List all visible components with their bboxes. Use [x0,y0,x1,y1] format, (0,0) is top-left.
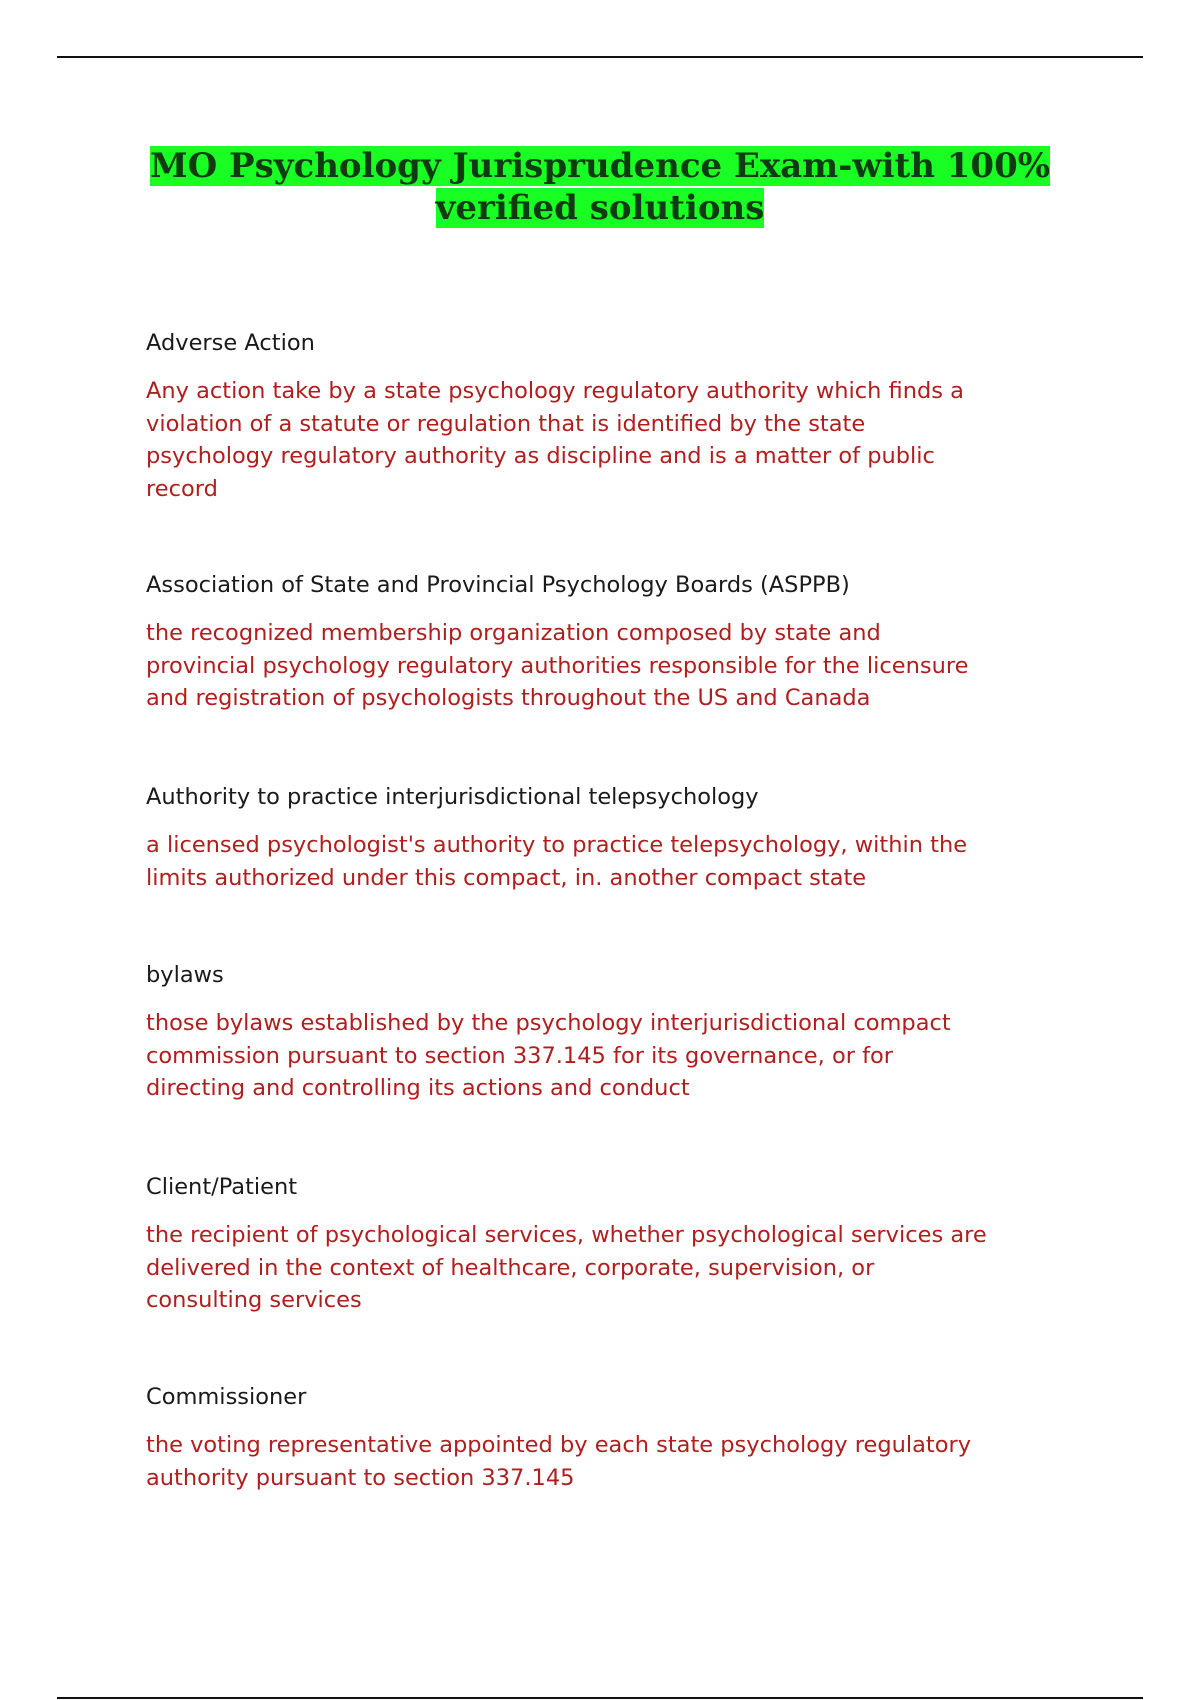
glossary-entry-adverse-action [146,327,1066,505]
definition-line: provincial psychology regulatory authorities responsible for the licensure [146,652,969,679]
entry-term: Commissioner [146,1384,307,1410]
entry-term: Association of State and Provincial Psychology Boards (ASPPB) [146,572,850,598]
definition-line: Any action take by a state psychology regulatory authority which finds a [146,378,964,404]
glossary-entry-authority-telepsychology [146,781,1066,894]
definition-line: commission pursuant to section 337.145 for its governance, or for [146,1042,894,1069]
entry-definition [146,375,1066,505]
definition-line: the voting representative appointed by each state psychology regulatory [146,1432,972,1458]
definition-line: record [146,475,218,502]
entry-term: Client/Patient [146,1174,298,1200]
entry-definition [146,829,1066,894]
title-line-1: MO Psychology Jurisprudence Exam-with 100% [149,146,1051,186]
definition-line: those bylaws established by the psychology interjurisdictional compact [146,1010,951,1036]
document-title [0,145,1200,229]
definition-line: directing and controlling its actions and conduct [146,1075,690,1101]
glossary-entry-bylaws [146,959,1066,1105]
entry-definition [146,617,1066,715]
definition-line: the recipient of psychological services, whether psychological services are [146,1222,987,1248]
entry-term: Authority to practice interjurisdictional telepsychology [146,784,759,810]
entry-definition [146,1429,1066,1494]
entry-definition [146,1007,1066,1105]
glossary-entry-asppb [146,569,1066,715]
top-rule [57,56,1143,58]
definition-line: the recognized membership organization composed by state and [146,620,881,646]
definition-line: authority pursuant to section 337.145 [146,1464,575,1491]
bottom-rule [57,1697,1143,1699]
definition-line: consulting services [146,1287,362,1313]
definition-line: and registration of psychologists throughout the US and Canada [146,685,871,711]
entry-term: Adverse Action [146,330,315,356]
definition-line: psychology regulatory authority as discipline and is a matter of public [146,443,935,469]
entry-term: bylaws [146,962,224,988]
title-line-2: verified solutions [435,188,765,228]
glossary-entry-commissioner [146,1381,1066,1494]
definition-line: limits authorized under this compact, in. another compact state [146,864,867,891]
definition-line: delivered in the context of healthcare, corporate, supervision, or [146,1254,875,1281]
definition-line: violation of a statute or regulation that is identified by the state [146,410,866,437]
entry-definition [146,1219,1066,1317]
definition-line: a licensed psychologist's authority to practice telepsychology, within the [146,832,968,858]
glossary-entry-client-patient [146,1171,1066,1317]
